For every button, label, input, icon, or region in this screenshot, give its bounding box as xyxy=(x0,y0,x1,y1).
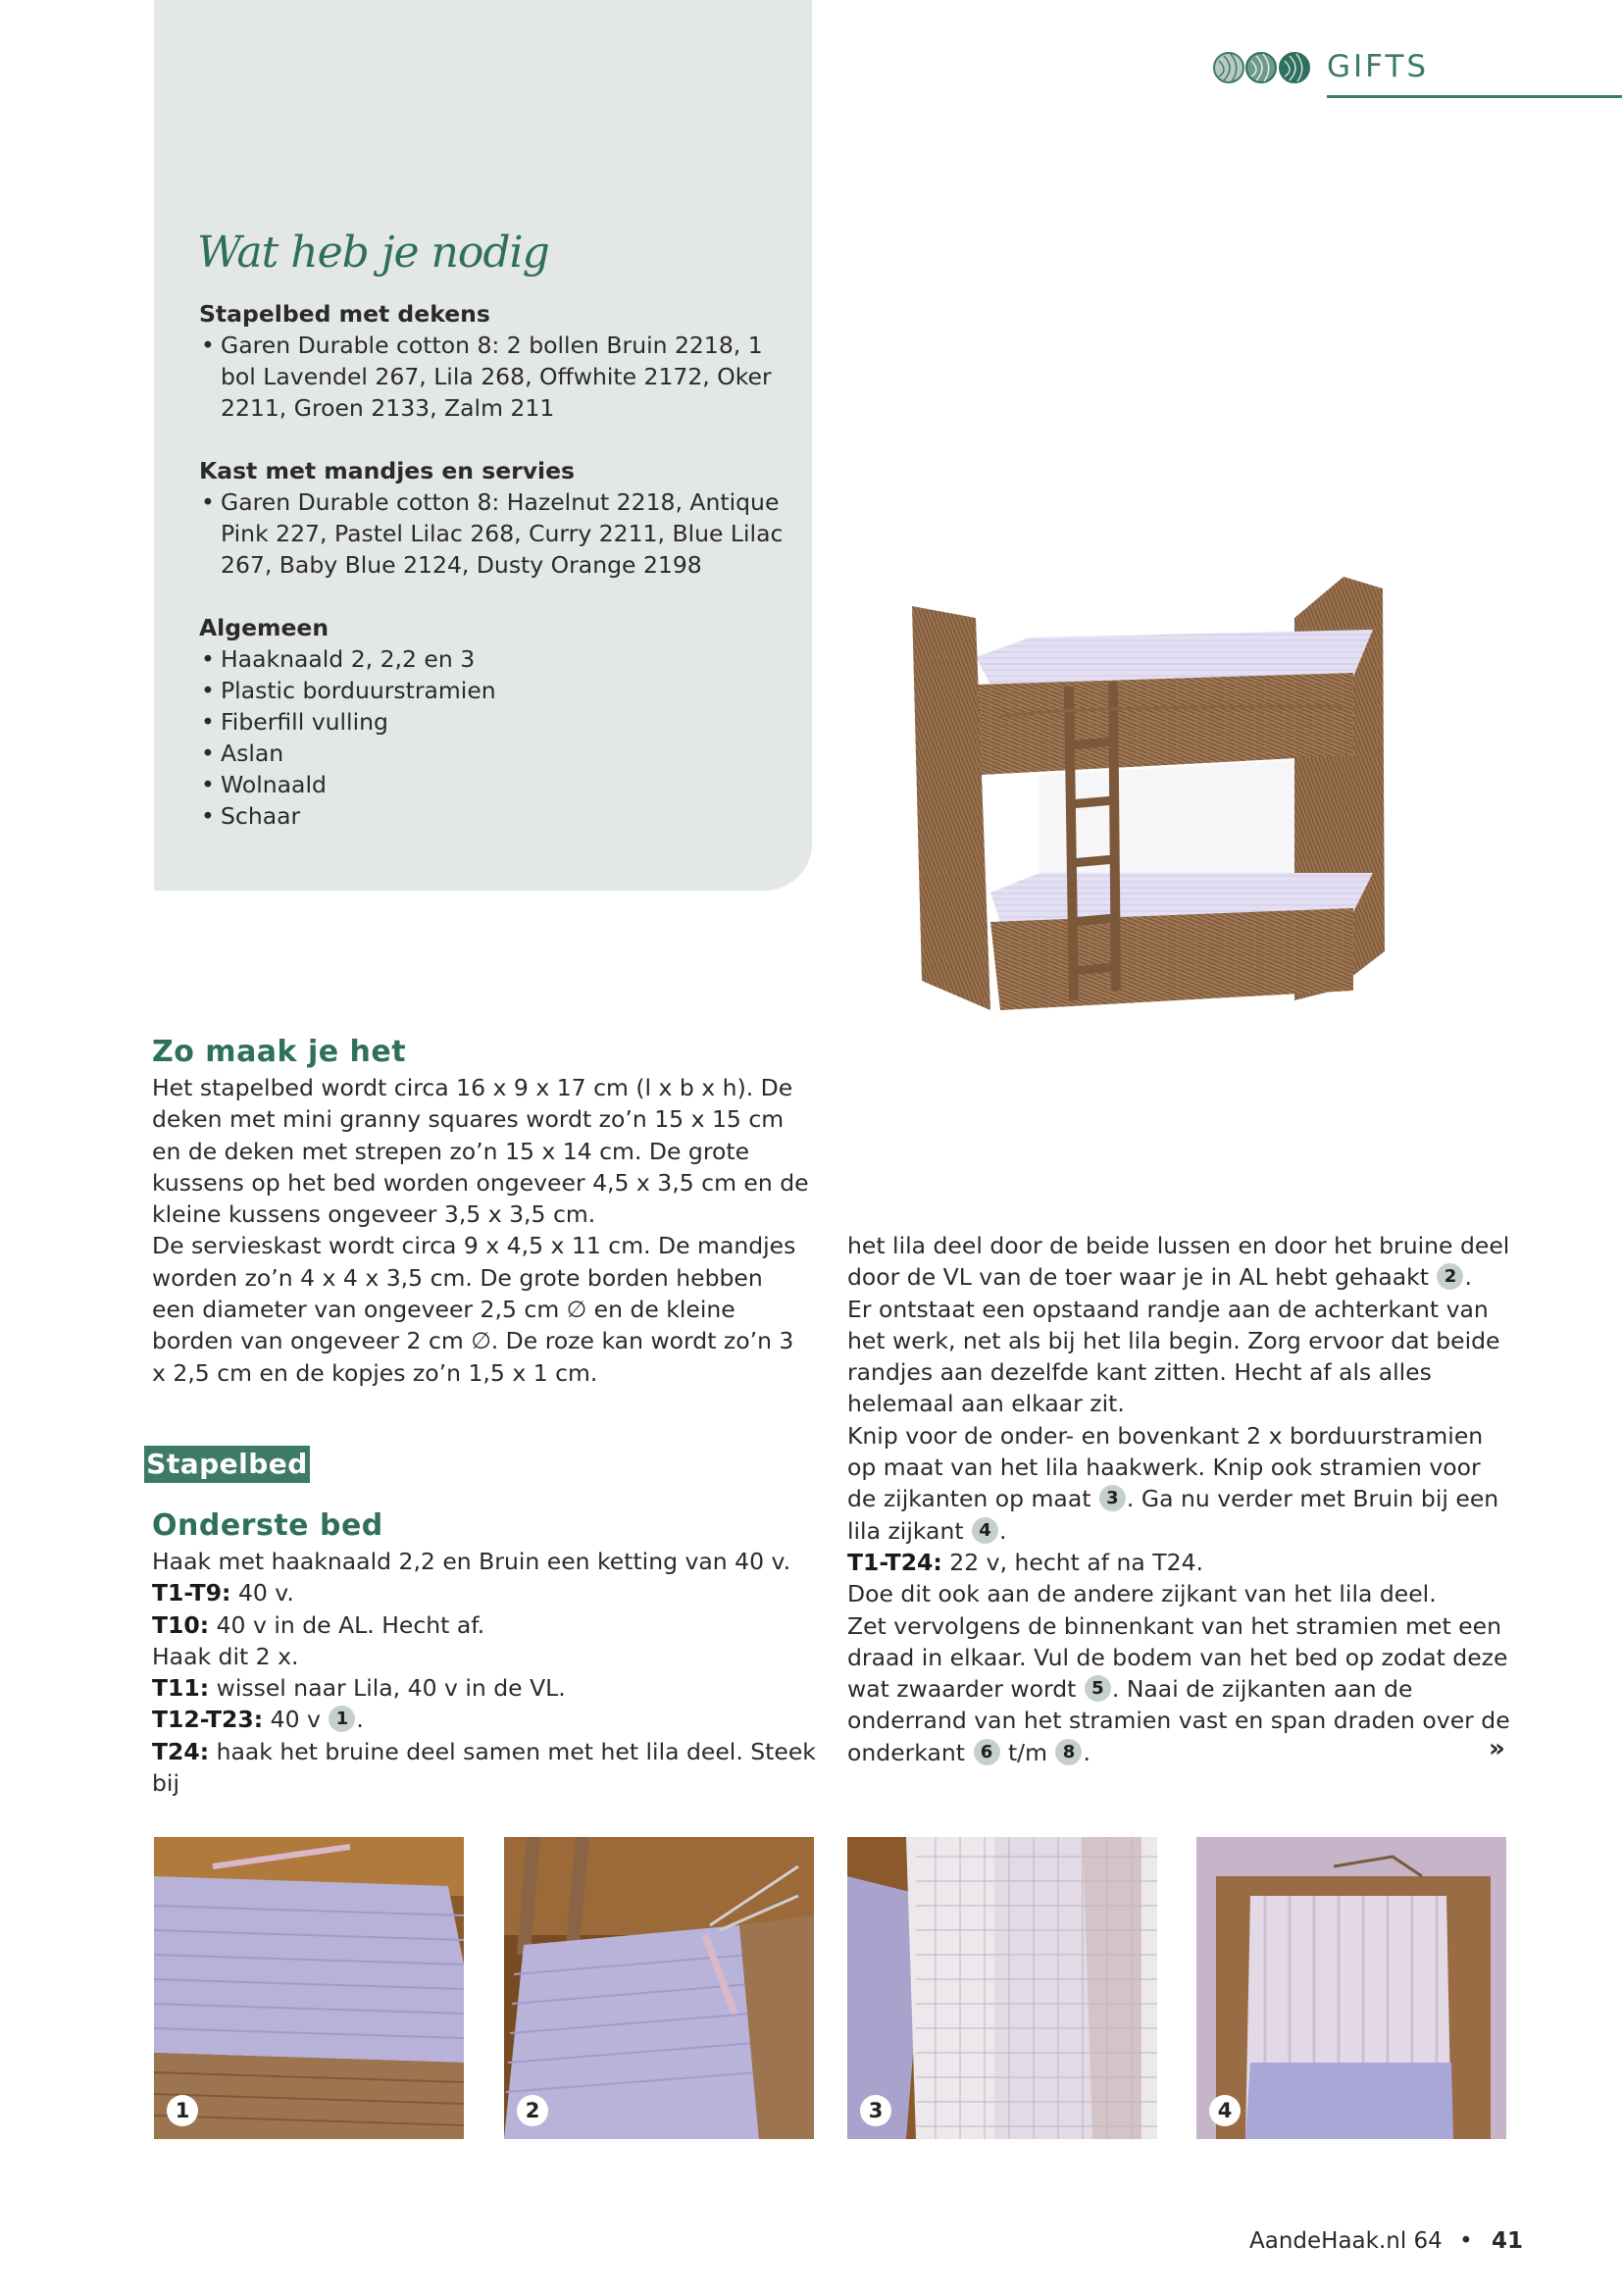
materials-item: • Garen Durable cotton 8: 2 bollen Bruin 2218, 1 bol Lavendel 267, Lila 268, Offwhite 2172, Oker 2211, Groen 2133, Zalm 211 xyxy=(199,330,787,424)
photo-ref-badge: 5 xyxy=(1085,1675,1111,1702)
materials-heading: Kast met mandjes en servies xyxy=(199,457,576,485)
row-label: T1-T9: xyxy=(152,1579,231,1607)
row-text: 22 v, hecht af na T24. xyxy=(941,1548,1203,1576)
header-rule xyxy=(1327,95,1622,98)
step-photo-2 xyxy=(504,1837,814,2139)
paragraph-text: Zet vervolgens de binnenkant van het stramien met een draad in elkaar. Vul de bodem van het bed op zodat deze wat zwaarder wordt xyxy=(847,1611,1508,1704)
instruction-line: Haak dit 2 x. xyxy=(152,1642,299,1670)
photo-ref-badge: 6 xyxy=(974,1739,1000,1765)
photo-ref-badge: 1 xyxy=(329,1706,355,1732)
section-label: Stapelbed xyxy=(144,1446,310,1483)
instruction-line: Haak met haaknaald 2,2 en Bruin een ketting van 40 v. xyxy=(152,1548,791,1575)
instruction-row xyxy=(152,1704,819,1735)
row-text: 40 v xyxy=(263,1706,321,1734)
row-text: haak het bruine deel samen met het lila deel. Steek bij xyxy=(152,1737,816,1798)
materials-group-algemeen xyxy=(199,612,787,832)
continue-marker: » xyxy=(1489,1734,1505,1763)
step-number: 3 xyxy=(860,2095,891,2126)
paragraph-text: Doe dit ook aan de andere zijkant van het lila deel. xyxy=(847,1580,1437,1608)
materials-item: • Garen Durable cotton 8: Hazelnut 2218, Antique Pink 227, Pastel Lilac 268, Curry 2211, Blue Lilac 267, Baby Blue 2124, Dusty Orange 2198 xyxy=(199,486,787,581)
instruction-row xyxy=(847,1547,1514,1578)
paragraph-text: Er ontstaat een opstaand randje aan de achterkant van het werk, net als bij het lila begin. Zorg ervoor dat beide randjes aan dezelfde kant zitten. Hecht af als alles helemaal aan elkaar zit. xyxy=(847,1295,1500,1418)
paragraph-text: . xyxy=(1083,1738,1090,1766)
step-photo-1 xyxy=(154,1837,464,2139)
materials-item: • Wolnaald xyxy=(199,769,787,800)
materials-heading: Algemeen xyxy=(199,614,329,641)
photo-ref-badge: 8 xyxy=(1055,1739,1082,1765)
materials-item: • Haaknaald 2, 2,2 en 3 xyxy=(199,643,787,675)
magazine-issue: AandeHaak.nl 64 xyxy=(1249,2228,1443,2254)
page-number: 41 xyxy=(1492,2228,1524,2254)
instructions-right xyxy=(847,1230,1514,1768)
materials-item: • Schaar xyxy=(199,800,787,832)
photo-ref-badge: 4 xyxy=(972,1517,998,1544)
paragraph-text: . xyxy=(999,1516,1007,1545)
intro-paragraph: De servieskast wordt circa 9 x 4,5 x 11 cm. De mandjes worden zo’n 4 x 4 x 3,5 cm. De grote borden hebben een diameter van ongeveer 2,5 cm ∅ en de kleine borden van ongeveer 2 cm ∅. De roze kan wordt zo’n 3 x 2,5 cm en de kopjes zo’n 1,5 x 1 cm. xyxy=(152,1232,796,1387)
paragraph-text: het lila deel door de beide lussen en door het bruine deel door de VL van de toer waar je in AL hebt gehaakt xyxy=(847,1232,1510,1292)
instruction-row xyxy=(152,1609,819,1641)
row-text: wissel naar Lila, 40 v in de VL. xyxy=(209,1674,566,1703)
bunk-bed-photo xyxy=(883,549,1510,1216)
step-photo-3 xyxy=(847,1837,1157,2139)
photo-ref-badge: 2 xyxy=(1437,1263,1463,1290)
materials-heading: Stapelbed met dekens xyxy=(199,300,490,328)
intro-heading: Zo maak je het xyxy=(152,1035,407,1069)
instructions-left xyxy=(152,1546,819,1799)
section-title: GIFTS xyxy=(1327,49,1430,84)
paragraph-text: . Naai de zijkanten aan de onderrand van het stramien vast en span draden over de onderkant xyxy=(847,1675,1510,1766)
materials-group-bed xyxy=(199,298,787,424)
instruction-row xyxy=(152,1736,819,1800)
step-photo-4 xyxy=(1196,1837,1506,2139)
instruction-row xyxy=(152,1672,819,1704)
paragraph-text: t/m xyxy=(1000,1738,1055,1766)
row-label: T10: xyxy=(152,1610,210,1639)
subsection-heading: Onderste bed xyxy=(152,1508,383,1543)
materials-item: • Fiberfill vulling xyxy=(199,706,787,738)
row-label: T11: xyxy=(152,1674,210,1703)
paragraph-text: . Ga nu verder met Bruin bij een lila zijkant xyxy=(847,1485,1499,1545)
intro-text xyxy=(152,1072,809,1389)
instruction-row xyxy=(152,1577,819,1608)
page-footer xyxy=(1249,2228,1523,2254)
paragraph-text: Knip voor de onder- en bovenkant 2 x borduurstramien op maat van het lila haakwerk. Knip ook stramien voor de zijkanten op maat xyxy=(847,1421,1484,1513)
step-number: 4 xyxy=(1209,2095,1241,2126)
materials-group-kast xyxy=(199,455,787,581)
photo-ref-badge: 3 xyxy=(1099,1485,1126,1511)
row-label: T12-T23: xyxy=(152,1706,264,1734)
step-number: 1 xyxy=(167,2095,198,2126)
materials-title: Wat heb je nodig xyxy=(197,228,549,278)
materials-item: • Aslan xyxy=(199,738,787,769)
step-number: 2 xyxy=(517,2095,548,2126)
yarn-balls-icon xyxy=(1212,51,1312,84)
intro-paragraph: Het stapelbed wordt circa 16 x 9 x 17 cm (l x b x h). De deken met mini granny squares wordt zo’n 15 x 15 cm en de deken met strepen zo’n 15 x 14 cm. De grote kussens op het bed worden ongeveer 4,5 x 3,5 cm en de kleine kussens ongeveer 3,5 x 3,5 cm. xyxy=(152,1074,809,1229)
row-text: 40 v. xyxy=(230,1579,294,1607)
paragraph-text: . xyxy=(1464,1263,1472,1292)
row-text: . xyxy=(356,1706,364,1734)
row-label: T1-T24: xyxy=(847,1548,942,1576)
row-text: 40 v in de AL. Hecht af. xyxy=(209,1610,485,1639)
materials-item: • Plastic borduurstramien xyxy=(199,675,787,706)
footer-separator: • xyxy=(1459,2228,1473,2254)
row-label: T24: xyxy=(152,1737,210,1765)
